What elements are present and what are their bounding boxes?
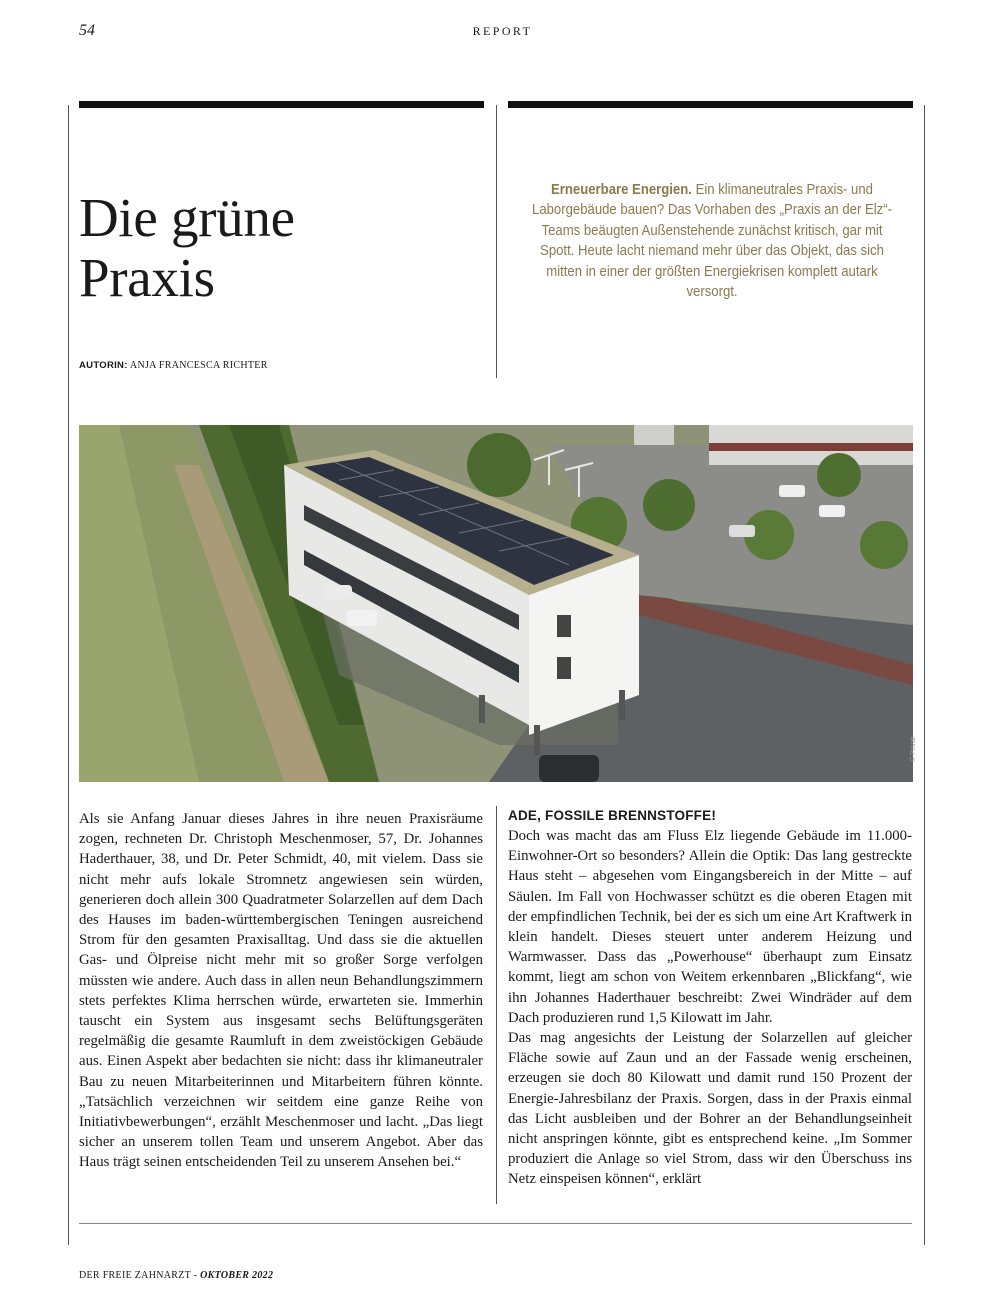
page-footer — [79, 1270, 273, 1281]
body-column-right — [508, 806, 912, 1190]
body-paragraph: Das mag angesichts der Leistung der Solarzellen auf gleicher Fläche sowie auf Zaun und an der Fassade wenig erscheinen, erzeugen sie doch 80 Kilowatt und damit rund 150 Prozent der Energie-Jahresbilanz der Praxis. Sorgen, dass in der Praxis einmal das Licht ausbleiben und der Bohrer an der Behandlungseinheit nicht anspringen könnte, gibt es entsprechend keine. „Im Sommer produziert die Anlage so viel Strom, dass wir den Überschuss ins Netz einspeisen können“, erklärt — [508, 1030, 912, 1188]
header-divider-line — [496, 105, 497, 378]
bottom-rule — [79, 1223, 912, 1224]
author-line — [79, 360, 268, 371]
article-photo — [79, 425, 913, 782]
title-line-2: Praxis — [79, 247, 215, 308]
top-rule-right — [508, 101, 913, 108]
footer-separator: - — [190, 1270, 201, 1281]
top-rule-left — [79, 101, 484, 108]
page-number: 54 — [79, 22, 95, 39]
body-paragraph: Als sie Anfang Januar dieses Jahres in ihre neuen Praxisräume zogen, rechneten Dr. Christoph Meschenmoser, 57, Dr. Johannes Haderthauer, 38, und Dr. Peter Schmidt, 40, mit vielem. Dass sie nicht mehr aufs lokale Stromnetz angewiesen sein würden, generieren doch allein 300 Quadratmeter Solarzellen auf dem Dach des Hauses im baden-württembergischen Teningen ausreichend Strom für den gesamten Praxisalltag. Und dass sie die aktuellen Gas- und Ölpreise nicht mehr mit so großer Sorge verfolgen müssten wie andere. Auch dass in allen neun Behandlungszimmern stets perfektes Klima herrschen würde, erwarteten sie. Immerhin tauscht ein System aus insgesamt sechs Belüftungsgeräten regelmäßig die gesamte Raumluft in dem zweistöckigen Gebäude aus. Einen Aspekt aber bedachten sie nicht: dass ihr klimaneutraler Bau zu neuen Mitarbeiterinnen und Mitarbeitern führen könnte. „Tatsächlich verzeichnen wir seitdem eine ganze Reihe von Initiativbewerbungen“, erzählt Meschenmoser und lacht. „Das liegt sicher an unserem tollen Team und unserem Angebot. Aber das Haus trägt seinen entscheidenden Teil zu unserem Ansehen bei.“ — [79, 811, 483, 1171]
right-margin-line — [924, 105, 925, 1245]
article-title — [79, 188, 295, 308]
photo-credit: © Privat — [910, 737, 917, 762]
author-name: ANJA FRANCESCA RICHTER — [129, 360, 268, 371]
footer-issue: OKTOBER 2022 — [200, 1270, 274, 1281]
title-line-1: Die grüne — [79, 187, 295, 248]
left-margin-line — [68, 105, 69, 1245]
section-subheading: ADE, FOSSILE BRENNSTOFFE! — [508, 808, 717, 823]
aerial-photo-illustration — [79, 425, 913, 782]
body-column-left — [79, 809, 483, 1173]
author-label: AUTORIN: — [79, 360, 128, 371]
lead-text: Ein klimaneutrales Praxis- und Laborgebäude bauen? Das Vorhaben des „Praxis an der Elz“-Teams beäugten Außenstehende zunächst kritisch, gar mit Spott. Heute lacht niemand mehr über das Objekt, das sich mitten in einer der größten Energiekrisen komplett autark versorgt. — [532, 182, 892, 301]
column-divider-line — [496, 806, 497, 1204]
body-paragraph: Doch was macht das am Fluss Elz liegende Gebäude im 11.000-Einwohner-Ort so besonders? Allein die Optik: Das lang gestreckte Haus steht – abgesehen vom Eingangsbereich in der Mitte – auf Säulen. Im Fall von Hochwasser schützt es die oberen Etagen mit der empfindlichen Technik, bei der es sich um eine Art Kraftwerk in klein handelt. Dieses steuert unter anderem Heizung und Warmwasser. Dass das „Powerhouse“ überhaupt zum Einsatz kommt, liegt am schon von Weitem erkennbaren „Blickfang“, wie ihn Johannes Haderthauer beschreibt: Zwei Windräder auf dem Dach produzieren rund 1,5 Kilowatt im Jahr. — [508, 828, 912, 1026]
footer-publication: DER FREIE ZAHNARZT — [79, 1270, 191, 1281]
lead-paragraph — [532, 180, 892, 302]
section-label: REPORT — [472, 24, 533, 38]
lead-bold: Erneuerbare Energien. — [551, 182, 692, 198]
